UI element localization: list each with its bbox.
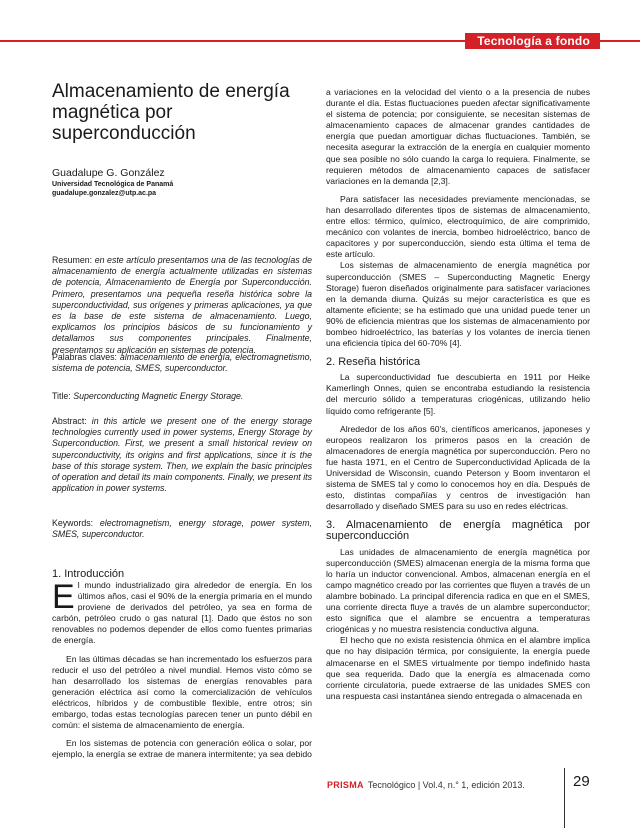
section-3-heading: 3. Almacenamiento de energía magnética por superconducción [326,519,590,543]
palabras-claves [52,352,312,374]
page-footer [327,780,557,790]
right-paragraph-3: Los sistemas de almacenamiento de energía magnética por superconducción (SMES – Superconducting Magnetic Energy Storage) fueron diseñados originalmente para satisfacer variaciones en la demanda diurna. Quizás su mejor característica es que es altamente eficiente; se ha estimado que una unidad puede tener un 90% de eficiencia mientras que los sistemas de almacenamiento por bombeo hidroeléctrico, las baterías y los volantes de inercia tienen una eficiencia típica del 60-70% [4]. [326,260,590,349]
sec2-paragraph-1: La superconductividad fue descubierta en 1911 por Heike Kamerlingh Onnes, quien se encontraba estudiando la resistencia del mercurio sólido a temperaturas criogénicas, utilizando helio líquido como refrigerante [5]. [326,372,590,416]
abstract [52,416,312,494]
sec3-paragraph-1: Las unidades de almacenamiento de energía magnética por superconducción (SMES) almacenan energía de la misma forma que lo haría un inductor convencional. Ambos, almacenan energía en el campo magnético creado por las corrientes que fluyen a través de un alambre bobinado. La principal diferencia radica en que en el SMES, una corriente directa fluye a través de un alambre superconductor; esto significa que el alambre se encuentra a temperaturas criogénicas y no muestra resistencia conductiva alguna. [326,546,590,635]
journal-citation: Tecnológico | Vol.4, n.° 1, edición 2013. [367,780,525,790]
page-number: 29 [573,773,590,790]
affiliation: Universidad Tecnológica de Panamá [52,181,174,188]
journal-logo: PRISMA [327,780,364,790]
title-en [52,391,312,402]
resumen-text: en este artículo presentamos una de las tecnologías de almacenamiento de energía actualmente utilizadas en sistemas de potencia, Almacenamiento de Energía por Superconducción. Primero, presentamos una pequeña reseña histórica sobre la superconductividad, sus orígenes y primeras aplicaciones, ya que es la base de este sistema de almacenamiento. Luego, explicamos los principios básicos de su funcionamiento y detallamos sus componentes principales. Finalmente, presentamos su aplicación en sistemas de potencia. [52,255,312,355]
sec2-paragraph-2: Alrededor de los años 60's, científicos americanos, japoneses y europeos realizaron los primeros pasos en la creación de almacenadores de energía magnética por superconducción. Pero no fue hasta 1971, en el Centro de Superconductividad Aplicada de la Universidad de Wisconsin, cuando Peterson y Boom inventaron el sistema de SMES tal y como lo conocemos hoy en día. Después de esto, distintas compañías y centros de investigación han desarrollado y diseñado SMES para su uso en redes eléctricas. [326,423,590,512]
right-paragraph-2: Para satisfacer las necesidades previamente mencionadas, se han desarrollado diferentes tipos de sistemas de almacenamiento, entre ellos: térmico, químico, electroquímico, de aire comprimido, mecánico con volantes de inercia, bombeo hidroeléctrico, banco de capacitores y por superconducción, siendo esta última el tema de este artículo. [326,193,590,260]
title-en-text: Superconducting Magnetic Energy Storage. [73,391,244,401]
footer-divider [564,768,565,828]
section-header-bar [0,33,640,49]
section-1-heading: 1. Introducción [52,568,125,580]
sec3-paragraph-2: El hecho que no exista resistencia óhmica en el alambre implica que no hay disipación térmica, por consiguiente, la energía puede almacenarse en el SMES virtualmente por tiempo indefinido hasta que sea requerida. Dado que la energía es almacenada como corriente circulatoria, puede extraerse de las unidades SMES con una respuesta casi instantánea siendo entregada o almacenada en [326,635,590,701]
abstract-text: in this article we present one of the energy storage technologies currently used in power systems, Energy Storage by Superconduction. First, we present a small historical review on superconductivity, its origins and first applications, since it is the base of this storage system. Then, we explain the basic principles of operation and detail its main components. Finally, we present its application in power systems. [52,416,312,494]
author-email: guadalupe.gonzalez@utp.ac.pa [52,190,157,197]
right-column [326,87,590,702]
resumen-label: Resumen: [52,255,93,265]
title-en-label: Title: [52,391,71,401]
resumen [52,255,312,356]
palabras-text: almacenamiento de energía, electromagnetismo, sistema de potencia, SMES, superconductor. [52,352,312,374]
sec1-paragraph-3: En los sistemas de potencia con generación eólica o solar, por ejemplo, la energía se extrae de manera intermitente; ya sea debido [52,738,312,760]
keywords [52,518,312,540]
sec1-p1-text: l mundo industrializado gira alrededor de energía. En los últimos años, casi el 90% de la energía primaria en el mundo proviene de derivados del petróleo, ya sea en forma de carbón, petróleo crudo o gas natural [1]. Dado que éstos no son renovables no podemos depender de ellos como fuentes primarias de energía. [52,580,312,646]
sec1-paragraph-1 [52,580,312,647]
author-name: Guadalupe G. González [52,167,165,179]
right-paragraph-1: a variaciones en la velocidad del viento o a la presencia de nubes durante el día. Estas fluctuaciones pueden afectar significativamente el sistema de potencia; por consiguiente, se necesitan sistemas de almacenamiento capaces de almacenar grandes cantidades de energía que puedan amortiguar dichas fluctuaciones. También, se necesita asegurar la extracción de la energía en cualquier momento que sea posible no sólo cuando la carga lo requiera. Finalmente, se requieren métodos de almacenamiento capaces de satisfacer variaciones en la demanda [2,3]. [326,87,590,186]
palabras-label: Palabras claves: [52,352,117,362]
author-affiliation [52,180,173,198]
sec1-paragraph-2: En las últimas décadas se han incrementado los esfuerzos para reducir el uso del petróleo a nivel mundial. Hemos visto cómo se han desarrollado los sistemas de energías renovables para generación eléctrica así como la comercialización de vehículos eléctricos, híbridos y de combustible flexible, entre otros; sin embargo, todas estas tecnologías parecen tener un punto débil en común: el sistema de almacenamiento de energía. [52,653,312,731]
abstract-label: Abstract: [52,416,87,426]
section-2-heading: 2. Reseña histórica [326,356,421,369]
section-tag: Tecnología a fondo [465,33,600,49]
drop-cap: E [52,578,75,616]
section-1-body [52,580,312,760]
article-title: Almacenamiento de energía magnética por superconducción [52,81,290,144]
keywords-label: Keywords: [52,518,94,528]
keywords-text: electromagnetism, energy storage, power system, SMES, superconductor. [52,518,312,540]
